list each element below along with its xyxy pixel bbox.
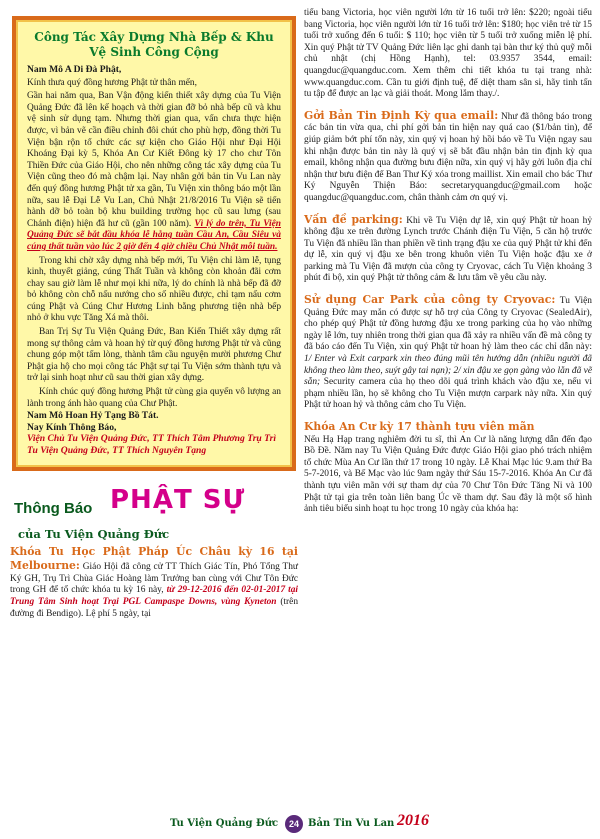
section-carpark-text-2: Security camera của họ theo dõi quá trình khách vào đậu xe, nếu vi phạm nhiều lần, họ sẽ không cho Tu Viện mượn carpark này nữa. Xin quý Phật tử hoan hỷ và thông cảm cho Tu Viện. <box>304 377 592 411</box>
section-retreat-text: Nếu Hạ Hạp trang nghiêm đời tu sĩ, thì An Cư là năng lượng dẫn đến đạo Bồ Đề. Năm nay Tu Viện Quảng Đức được Giáo Hội giao phó trách nhiệm tổ chức Mùa An Cư lần thứ 17 trong 10 ngày. Lễ Khai Mạc lúc 9.am thứ Ba 5-7-2016, và Bế Mạc vào lúc 9am ngày thứ Sáu 15-7-2016. Khóa An Cư đã thành tựu viên mãn với sự tham dự của 70 Chư Tôn Đức Tăng Ni và 100 Phật tử tại gia trên toàn liên bang Úc về tham dự. Sau đây là một số hình ảnh tiêu biểu sinh hoạt tu học trong 10 ngày của khóa hạ: <box>304 434 592 515</box>
section-retreat-title: Khóa An Cư kỳ 17 thành tựu viên mãn <box>304 420 535 433</box>
section-parking-text: Khi về Tu Viện dự lễ, xin quý Phật tử hoan hỷ không đậu xe trên đường Lynch trước Chánh điện Tu Viện, 5 căn hộ trước Tu Viện đã nhiều lần than phiền về tình trạng đậu xe của quý Phật tử khi đến dự lễ, xin quý vị đậu xe bên trong khuôn viên Tu Viện hoặc đậu xe ở parking mà Tu Viện đã mượn của công ty Cryovac, cách Tu Viện khoảng 3 phút đi bộ, xin quý Phật tử thông cảm & lưu tâm về yêu cầu này. <box>304 215 593 284</box>
section-email-text: Như đã thông báo trong các bản tin vừa qua, chi phí gởi bản tin hiện nay quá cao ($1/bản tin), để giúp giảm bớt phí tổn này, xin quý vị hoan hỷ hồi báo về Tu Viện ngay sau khi nhận được bản tin này là quý vị sẽ bắt đầu nhận bản tin định kỳ qua email, không nhận qua đường bưu điện nữa, xin quý vị hãy gởi luôn địa chỉ nhận thư bưu điện để Ban Thư Ký xóa trong maillist. Xin email cho bác Thư Ký Nguyễn Thiện Báo: secretaryquangduc@gmail.com hoặc quangduc@quangduc.com, chân thành cảm ơn quý vị. <box>304 111 592 203</box>
section-email-paragraph <box>304 109 592 205</box>
footer-publication: Bản Tin Vu Lan <box>308 818 395 829</box>
course-text-2: (trên đường đi Bendigo). Lệ phí 5 ngày, tại <box>10 596 299 619</box>
footer-year: 2016 <box>397 812 429 829</box>
section-carpark <box>304 293 592 412</box>
section-email-title: Gởi Bản Tin Định Kỳ qua email: <box>304 108 499 122</box>
announcement-box <box>12 16 296 471</box>
announcement-header <box>10 484 298 527</box>
section-carpark-text-1: Tu Viện Quảng Đức may mắn có được sự hỗ trợ của Công ty Cryovac (SealedAir), cho phép quý Phật tử đồng hương đậu xe trong parking của họ vào những ngày lễ lớn, tuy nhiên trong thời gian qua đã xảy ra nhiều vấn đề mà công ty đã báo cáo đến Tu Viện, xin quý Phật tử hoan hỷ làm theo các chỉ dẫn này: <box>304 296 592 353</box>
section-parking <box>304 213 592 286</box>
section-retreat <box>304 420 592 516</box>
greeting: Nam Mô A Di Đà Phật, <box>27 64 122 75</box>
course-paragraph <box>10 545 298 621</box>
announcement-label: Thông Báo <box>14 499 93 517</box>
footer <box>0 812 600 834</box>
box-paragraph-5: Kính chúc quý đồng hương Phật tử cùng gia quyến vô lượng an lành trong ánh hào quang của Chư Phật. <box>27 387 281 409</box>
footer-publisher: Tu Viện Quảng Đức <box>170 818 279 829</box>
section-parking-title: Vấn đề parking: <box>304 212 403 226</box>
course-text-1: Giáo Hội đã công cử TT Thích Giác Tín, Phó Tổng Thư Ký GH, Trụ Trì Chùa Giác Hoàng làm Trưởng ban cùng với Chư Tôn Đức trong GH để tổ chức khóa tu kỳ 16 này, <box>10 562 298 596</box>
box-paragraph-3: Trong khi chờ xây dựng nhà bếp mới, Tu Viện chỉ làm lễ, tụng kinh, thuyết giảng, cúng Thất Tuần và không còn khoản đãi cơm chay sau giờ làm lễ như mọi khi nữa, lý do chính là nhà bếp đã đỡ bỏ không còn chỗ nấu nướng cho số nhiều được, chỉ tạm nấu cơm cúng Phật và Cúng Chư Hương Linh bằng phương tiện nhà bếp nhỏ ở khu vực Tăng Xá mà thôi. <box>27 255 281 324</box>
left-column <box>10 8 298 620</box>
section-carpark-title: Sử dụng Car Park của công ty Cryovac: <box>304 293 556 307</box>
section-email <box>304 109 592 205</box>
box-signature: Viện Chủ Tu Viện Quảng Đức, TT Thích Tâm Phương Trụ Trì Tu Viện Quảng Đức, TT Thích Nguyên Tạng <box>27 433 277 456</box>
right-paragraph-0: tiểu bang Victoria, học viên người lớn từ 16 tuổi trở lên: $220; ngoài tiểu bang Victoria, học viên người lớn từ 16 tuổi trở lên: $180; học viên trẻ từ 15 tuổi trở xuống đến 6 tuổi: $ 110; học viên từ 5 tuổi trở xuống miễn lệ phí. Xin quý Phật tử TV Quảng Đức liên lạc ghi danh tại bàn thư ký thủ quỹ mỗi chủ nhật (chị Hồng Hạnh), tel: 03.9357 3544, email: quangduc@quangduc.com. Xem thêm chi tiết khóa tu tại trang nhà: www.quangduc.com. Cần tu giới định tuệ, để diệt tham sân si, hãy tinh tấn tu tập để được an lạc và giải thoát. Mong lắm thay./. <box>304 8 592 100</box>
announcement-big-title: PHẬT SỰ <box>110 484 246 515</box>
box-title: Công Tác Xây Dựng Nhà Bếp & Khu Vệ Sinh Công Cộng <box>34 30 274 59</box>
box-closing-1: Nam Mô Hoan Hỷ Tạng Bồ Tát. <box>27 410 159 422</box>
section-parking-paragraph <box>304 213 592 286</box>
page-number: 24 <box>285 815 303 833</box>
section-carpark-paragraph <box>304 293 592 412</box>
box-closing-2: Nay Kính Thông Báo, <box>27 421 117 433</box>
box-paragraph-4: Ban Trị Sự Tu Viện Quảng Đức, Ban Kiến Thiết xây dựng rất mong sự thông cảm và hoan hỷ từ quý đồng hương Phật tử và cũng chung góp một tấm lòng, thành tâm cầu nguyện mười phương Chư Phật gia hộ cho mọi công tác Phật sự tại Tu Viện sớm thành tựu và trở lại sinh hoạt như cũ sau thời gian xây dựng. <box>27 327 281 384</box>
box-paragraph-1: Kính thưa quý đồng hương Phật tử thân mến, <box>27 77 197 88</box>
box-paragraph-2-notice: Vì lý do trên, Tu Viện Quảng Đức sẽ bắt đầu khóa lễ hằng tuần Cầu An, Cầu Siêu và cúng thất tuần vào lúc 2 giờ đến 4 giờ chiều Chủ Nhật mỗi tuần. <box>27 218 281 252</box>
right-column <box>304 8 592 516</box>
course-date-location: từ 29-12-2016 đến 02-01-2017 tại Trung Tâm Sinh hoạt Trại PGL Campaspe Downs, vùng Kyneton <box>10 585 299 607</box>
box-paragraph-2 <box>27 91 281 253</box>
course-title: Khóa Tu Học Phật Pháp Úc Châu kỳ 16 tại Melbourne: <box>10 544 298 573</box>
box-paragraph-2-text: Gần hai năm qua, Ban Vận động kiến thiết xây dựng của Tu Viện Quảng Đức đã lên kế hoạch và thời gian đỡ bỏ nhà bếp cũ và khu vệ sinh sử dụng tạm. Nhưng thời gian qua, vấn chưa thực hiện được, vì bản vẽ cần điều chỉnh đôi chút cho phù hợp, đồng thời Tu Viện bận rộn tổ chức các sự kiện cho Giáo Hội như Đại Hội Khoáng Đại kỳ 5, Khóa An Cư Kiết Đông kỳ 17 cho chư Tôn Thiền Đức của Giáo Hội, cho nên những công tác xây dựng của Tu Viện cũng theo đó mà chậm lại. Nay nhân gởi bản tin Vu Lan này đến quý đồng hương Phật tử xa gần, Tu Viện xin thông báo một lần nữa, sau lễ Đại Lễ Vu Lan, Chủ Nhật 21/8/2016 Tu Viện sẽ tiến hành dỡ bỏ toàn bộ khu building trường học cũ sau lưng (sau Chánh điện) hiện đã hư cũ (gần 100 năm). <box>27 91 281 229</box>
announcement-subtitle: của Tu Viện Quảng Đức <box>18 526 170 541</box>
section-retreat-paragraph <box>304 420 592 516</box>
section-carpark-rules: 1/ Enter và Exit carpark xin theo đúng mũi tên hướng dẫn (nhiều người đã không theo làm theo, suýt gây tai nạn); 2/ xin đậu xe gọn gàng vào lằn đã vẽ sẵn; <box>304 354 592 388</box>
